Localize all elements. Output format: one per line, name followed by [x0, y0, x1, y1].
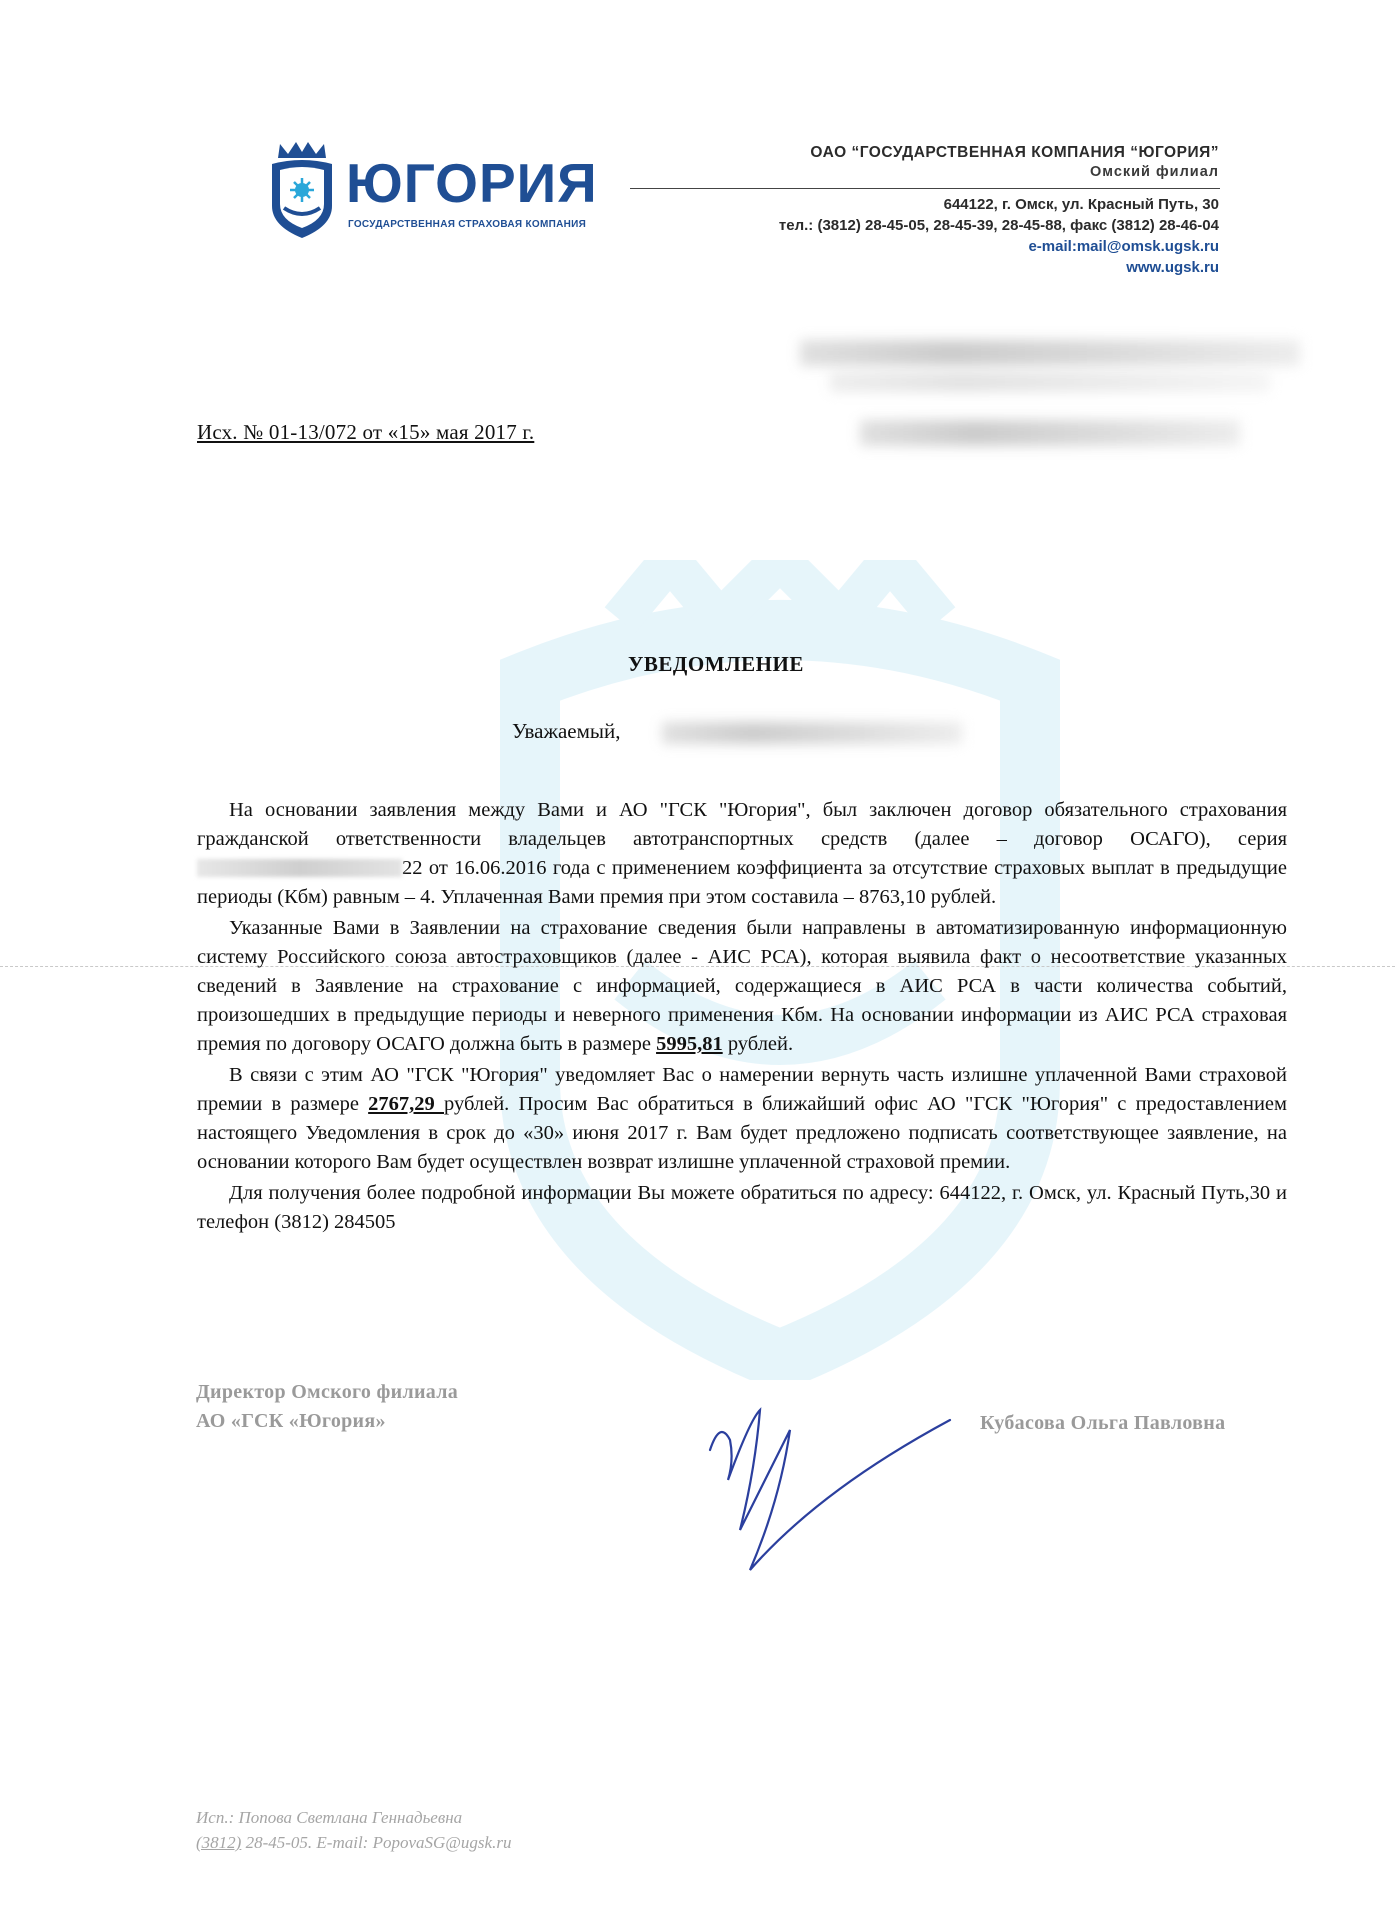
signatory-title: Директор Омского филиала	[196, 1381, 459, 1403]
paragraph-4: Для получения более подробной информации Вы можете обратиться по адресу: 644122, г. Омск, ул. Красный Путь,30 и телефон (3812) 284505	[197, 1182, 1287, 1233]
company-logo	[266, 140, 596, 250]
company-phones: тел.: (3812) 28-45-05, 28-45-39, 28-45-88, факс (3812) 28-46-04	[778, 217, 1219, 234]
paragraph-1: На основании заявления между Вами и АО "ГСК "Югория", был заключен договор обязательного страхования гражданской ответственности владельцев автотранспортных средств (далее – договор ОСАГО), серия 22 от 16.06.2016 года с применением коэффициента за отсутствие страховых выплат в предыдущие периоды (Кбм) равным – 4. Уплаченная Вами премия при этом составила – 8763,10 рублей.	[197, 799, 1287, 908]
recipient-redacted-3	[860, 420, 1240, 446]
recipient-redacted-1	[800, 340, 1300, 366]
refund-amount: 2767,29	[368, 1093, 444, 1115]
policy-number-redacted	[197, 859, 402, 877]
company-name: ОАО “ГОСУДАРСТВЕННАЯ КОМПАНИЯ “ЮГОРИЯ”	[810, 144, 1219, 161]
paragraph-3: В связи с этим АО "ГСК "Югория" уведомляет Вас о намерении вернуть часть излишне уплаченной Вами страховой премии в размере 2767,29 рублей. Просим Вас обратиться в ближайший офис АО "ГСК "Югория" с предоставлением настоящего Уведомления в срок до «30» июня 2017 г. Вам будет предложено подписать соответствующее заявление, на основании которого Вам будет осуществлен возврат излишне уплаченной страховой премии.	[197, 1064, 1287, 1173]
company-contacts	[779, 194, 1219, 278]
outgoing-reference: Исх. № 01-13/072 от «15» мая 2017 г.	[197, 420, 535, 444]
greeting: Уважаемый,	[512, 719, 621, 743]
recipient-redacted-2	[830, 372, 1270, 392]
recipient-name-redacted	[662, 722, 962, 744]
handwritten-signature	[700, 1380, 960, 1580]
premium-amount: 5995,81	[656, 1033, 723, 1055]
executor-name: Исп.: Попова Светлана Геннадьевна	[196, 1808, 463, 1827]
crest-icon	[266, 140, 338, 240]
brand-tagline: ГОСУДАРСТВЕННАЯ СТРАХОВАЯ КОМПАНИЯ	[348, 219, 587, 230]
company-address: 644122, г. Омск, ул. Красный Путь, 30	[943, 196, 1219, 213]
signatory-position	[196, 1378, 458, 1436]
company-website: www.ugsk.ru	[1126, 259, 1219, 276]
company-email: e-mail:mail@omsk.ugsk.ru	[1028, 238, 1219, 255]
signatory-name: Кубасова Ольга Павловна	[980, 1412, 1226, 1434]
executor-info	[196, 1805, 511, 1855]
signatory-company: АО «ГСК «Югория»	[196, 1410, 386, 1432]
brand-name: ЮГОРИЯ	[346, 152, 598, 214]
header-divider	[630, 188, 1220, 189]
paragraph-2: Указанные Вами в Заявлении на страхование сведения были направлены в автоматизированную информационную систему Российского союза автостраховщиков (далее - АИС РСА), которая выявила факт о несоответствие указанных сведений в Заявление на страхование с информацией, содержащиеся в АИС РСА в части количества событий, произошедших в предыдущие периоды и неверного применения Кбм. На основании информации из АИС РСА страховая премия по договору ОСАГО должна быть в размере 5995,81 рублей.	[197, 917, 1287, 1055]
company-header	[810, 144, 1219, 180]
executor-contacts: (3812) 28-45-05. E-mail: PopovaSG@ugsk.ru	[196, 1833, 512, 1852]
company-branch: Омский филиал	[1090, 164, 1219, 180]
document-title: УВЕДОМЛЕНИЕ	[628, 652, 804, 676]
letter-body	[197, 796, 1287, 1237]
